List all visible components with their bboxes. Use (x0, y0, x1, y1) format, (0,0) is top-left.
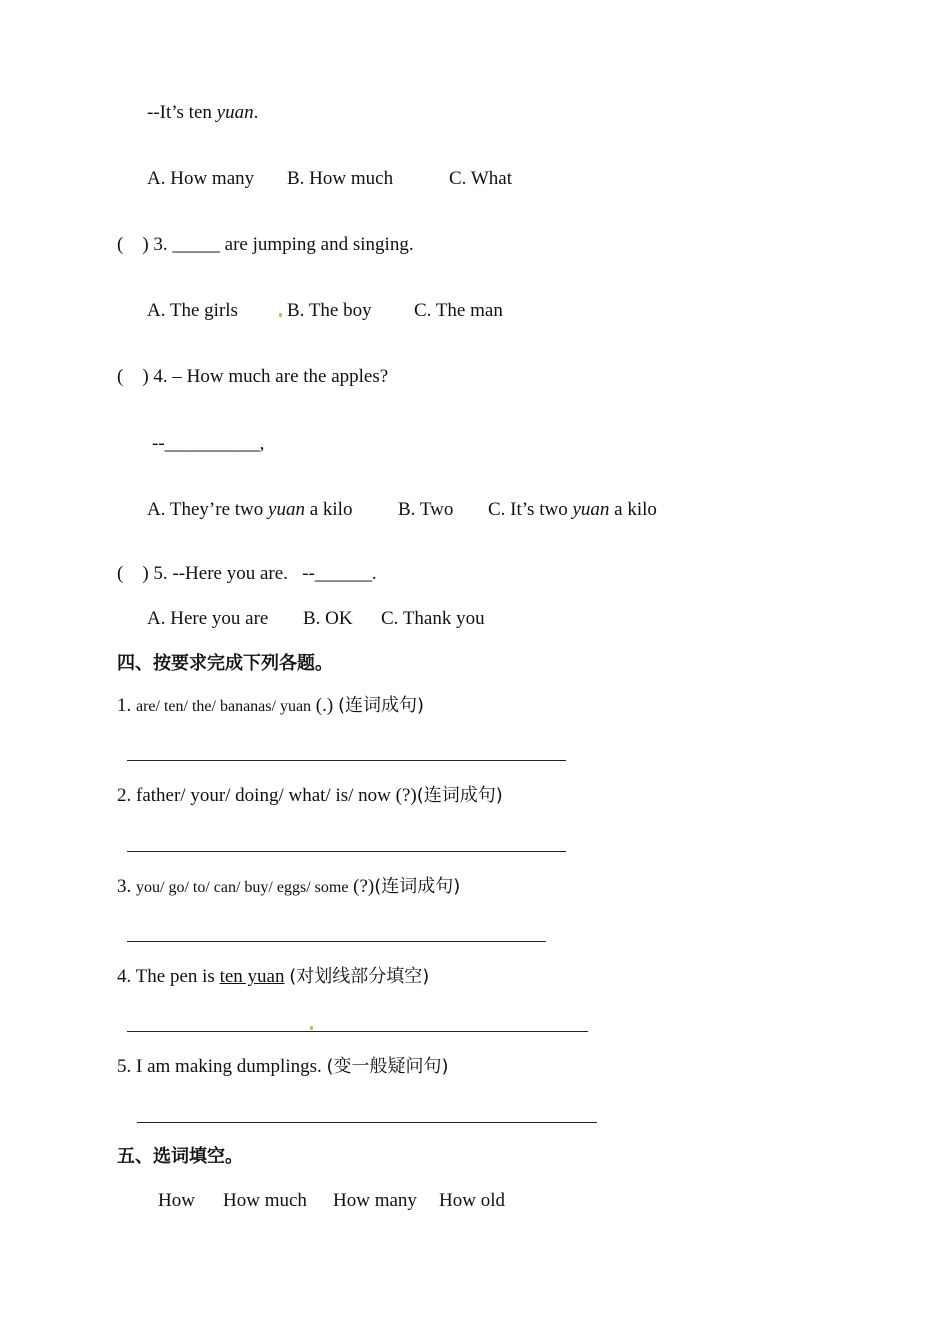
q4-option-c-suffix: a kilo (609, 499, 657, 520)
q4-option-a-text: A. They’re two (147, 499, 269, 520)
q4-option-a (147, 498, 352, 522)
q5-option-b: B. OK (303, 608, 353, 629)
item-words: you/ go/ to/ can/ buy/ eggs/ some (136, 879, 349, 896)
q5-option-a: A. Here you are (147, 608, 269, 629)
q4-option-c (488, 498, 657, 522)
item-number: 3. (117, 876, 136, 897)
q4-option-c-text: C. It’s two (488, 499, 573, 520)
item-number: 4. (117, 966, 136, 987)
speck-mark (310, 1026, 313, 1030)
item-hint: (变一般疑问句) (326, 1056, 449, 1077)
section4-title: 四、按要求完成下列各题。 (117, 653, 333, 674)
item-number: 2. (117, 785, 136, 806)
q3-question: ( ) 3. _____ are jumping and singing. (117, 234, 414, 255)
q4-question: ( ) 4. – How much are the apples? (117, 366, 389, 387)
answer-line-5[interactable] (137, 1122, 597, 1123)
s5-choice-how: How (158, 1190, 195, 1211)
q3-option-b: B. The boy (287, 300, 372, 321)
item-hint: (连词成句) (416, 785, 503, 806)
item-words: father/ your/ doing/ what/ is/ now (136, 785, 391, 806)
item-hint: (连词成句) (337, 695, 424, 716)
item-number: 1. (117, 695, 136, 716)
s4-item-2 (117, 784, 503, 808)
item-underlined: ten yuan (219, 966, 285, 987)
q4-option-b: B. Two (398, 499, 454, 520)
q2-answer-text: --It’s ten (147, 102, 217, 123)
q5-question: ( ) 5. --Here you are. --______. (117, 563, 377, 584)
q4-reply: --__________, (152, 433, 265, 454)
section5-title: 五、选词填空。 (117, 1146, 243, 1167)
q2-answer-italic: yuan (216, 102, 254, 123)
q2-answer (147, 101, 258, 125)
s4-item-3 (117, 875, 460, 900)
q3-option-c: C. The man (414, 300, 503, 321)
s5-choice-how-much: How much (223, 1190, 307, 1211)
q5-option-c: C. Thank you (381, 608, 485, 629)
q2-option-a: A. How many (147, 168, 255, 189)
item-words: are/ ten/ the/ bananas/ yuan (136, 698, 312, 715)
item-text: I am making dumplings. (136, 1056, 327, 1077)
item-punct: (?) (390, 785, 417, 806)
item-punct: (?) (348, 876, 375, 897)
speck-mark (279, 313, 282, 317)
item-hint: (连词成句) (374, 876, 461, 897)
q2-option-b: B. How much (287, 168, 394, 189)
answer-line-1[interactable] (127, 760, 566, 761)
item-hint: (对划线部分填空) (289, 966, 430, 987)
s5-choice-how-old: How old (439, 1190, 505, 1211)
s4-item-4 (117, 965, 429, 989)
answer-line-2[interactable] (127, 851, 566, 852)
q4-option-a-suffix: a kilo (304, 499, 353, 520)
item-text: The pen is (135, 966, 220, 987)
item-punct: (.) (311, 695, 338, 716)
s4-item-5 (117, 1055, 449, 1079)
q4-option-c-italic: yuan (572, 499, 610, 520)
q2-option-c: C. What (449, 168, 512, 189)
q3-option-a: A. The girls (147, 300, 238, 321)
s4-item-1 (117, 694, 424, 719)
s5-choice-how-many: How many (333, 1190, 417, 1211)
answer-line-4[interactable] (127, 1031, 588, 1032)
item-number: 5. (117, 1056, 136, 1077)
q2-answer-period: . (253, 102, 259, 123)
answer-line-3[interactable] (127, 941, 546, 942)
q4-option-a-italic: yuan (268, 499, 305, 520)
